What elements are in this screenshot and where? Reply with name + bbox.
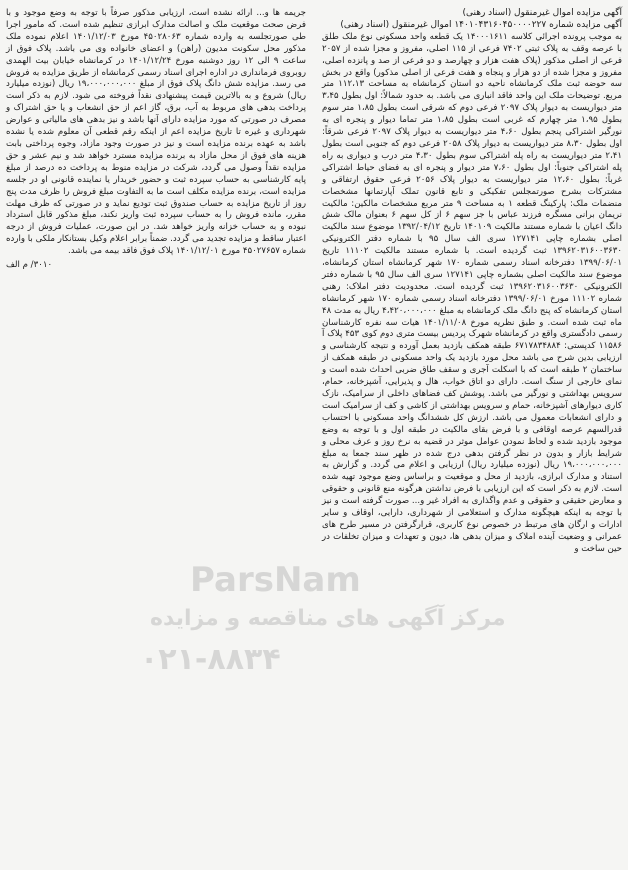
notice-subtitle: آگهی مزایده شماره ۱۴۰۱۰۴۳۱۶۰۴۵۰۰۰۰۲۲۷ اموال غیرمنقول (اسناد رهنی) <box>340 19 622 30</box>
notice-left-column <box>6 8 306 272</box>
watermark-phone: ۰۲۱-۸۸۳۴ <box>140 642 281 677</box>
watermark-brand: ParsNam <box>190 560 361 600</box>
watermark-logo <box>120 560 506 700</box>
notice-right-column <box>322 8 622 556</box>
watermark-subtitle: مرکز آگهی های مناقصه و مزایده <box>150 606 506 631</box>
notice-title: آگهی مزایده اموال غیرمنقول (اسناد رهنی) <box>462 8 622 18</box>
notice-body-right: به موجب پرونده اجرائی کلاسه ۱۴۰۰۰۱۶۱۱ یک قطعه واحد مسکونی نوع ملک طلق با عرصه وقف به پلاک ثبتی ۷۴۰۲ فرعی از ۱۱۵ اصلی، مفروز و مجزا شده از ۲۰۵۷ فرعی از اصلی مذکور (پلاک هفت هزار و چهارصد و دو فرعی از صد و پانزده اصلی، مفروز و مجزا شده از دو هزار و پنجاه و هفت فرعی از اصلی مذکور) واقع در بخش سه حوضه ثبت ملک کرمانشاه ناحیه دو استان کرمانشاه به مساحت ۱۱۲،۱۳ متر مربع. توضیحات ملک این واحد فاقد انباری می باشد. به حدود شمالاً: اول بطول ۳،۴۵ متر دیواریست به دیوار پلاک ۲۰۹۷ فرعی دوم که شرقی است بطول ۱،۸۵ متر سوم بطول ۱،۹۵ متر چهارم که غربی است بطول ۱،۸۵ متر تماما دیوار و پنجره ای به نورگیر اشتراکی پنجم بطول ۴،۶۰ متر دیواریست به دیوار پلاک ۲۰۹۷ فرعی شرقاً: اول بطول ۸،۳۰ متر دیواریست به دیوار پلاک ۲۰۵۸ فرعی دوم که جنوبی است بطول ۲،۴۱ متر دیواریست به راه پله اشتراکی سوم بطول ۴،۳۰ متر درب و دیواری به راه پله اشتراکی جنوباً: اول بطول ۷،۶۰ متر دیوار و پنجره ای به فضای حیاط اشتراکی غرباً: بطول ۱۲،۶۰ متر دیواریست به دیوار پلاک ۲۰۵۶ فرعی حقوق ارتفاقی و مشترکات بشرح صورتمجلس تفکیکی و تابع قانون تملک آپارتمانها مشخصات منضمات ملک: پارکینگ قطعه ۱ به مساحت ۹ متر مربع مشخصات مالکین: مالکیت نریمان برانی مسگره فرزند عباس با جز سهم ۶ از کل سهم ۶ بعنوان مالک شش دانگ اعیان با شماره مستند مالکیت ۱۴۰۱۰۹ تاریخ ۱۳۹۲/۰۴/۱۲ موضوع سند مالکیت اصلی بشماره چاپی ۱۲۷۱۴۱ سری الف سال ۹۵ با شماره دفتر الکترونیکی ۱۳۹۶۲۰۳۱۶۰۰۳۶۳۰ ثبت گردیده است. با شماره مستند مالکیت ۱۱۱۰۲ تاریخ ۱۳۹۹/۰۶/۰۱ دفترخانه اسناد رسمی شماره ۱۷۰ شهر کرمانشاه استان کرمانشاه، موضوع سند مالکیت اصلی بشماره چاپی ۱۲۷۱۴۱ سری الف سال ۹۵ با شماره دفتر الکترونیکی ۱۳۹۶۲۰۳۱۶۰۰۳۶۳۰ ثبت گردیده است. محدودیت دفتر املاک: رهنی شماره ۱۱۱۰۲ مورخ ۱۳۹۹/۰۶/۰۱ دفترخانه اسناد رسمی شماره ۱۷۰ شهر کرمانشاه استان کرمانشاه که پنج دانگ ملک کرمانشاه به مبلغ ۴،۴۲۰،۰۰۰،۰۰۰ ریال به مدت ۴۸ ماه ثبت شده است. و طبق نظریه مورخ ۱۴۰۱/۱۱/۰۸ هیات سه نفره کارشناسان رسمی دادگستری واقع در کرمانشاه شهرک پردیس بیست متری دوم کوی ۴۵۳ پلاک آ ۱۱۵۸۶ کدپستی: ۶۷۱۷۸۳۴۸۸۴ طبقه همکف بازدید بعمل آورده و نتیجه کارشناسی و ارزیابی بدین شرح می باشد محل مورد بازدید یک واحد مسکونی در طبقه همکف از ساختمان ۲ طبقه است که با اسکلت آجری و سقف طاق ضربی احداث شده است و نمای خارجی از سنگ است. دارای دو اتاق خواب، هال و پذیرایی، آشپزخانه، حمام، سرویس بهداشتی و نورگیر می باشد. پوشش کف فضاهای داخلی از سرامیک، نازک کاری دیوارهای آشپزخانه، حمام و سرویس بهداشتی از کاشی و کف از سرامیک است و دارای انشعابات معمول می باشد. ارزش کل ششدانگ واحد مسکونی با احتساب قدرالسهم عرصه اوقافی و با فرض بقای مالکیت در طبقه اول و با توجه به وضع موجود بازدید شده و لحاظ نمودن عوامل موثر در قضیه به نرخ روز و عرف محلی و شرایط بازار و بدون در نظر گرفتن بدهی درج شده در ظهر سند جمعا به مبلغ ۱۹،۰۰۰،۰۰۰،۰۰۰ ریال (نوزده میلیارد ریال) ارزیابی و اعلام می گردد. و گزارش به استناد و مدارک ابرازی، بازدید از محل و موقعیت و براساس وضع موجود تهیه شده است. لازم به ذکر است که این ارزیابی با فرض نداشتن هرگونه منع قانونی و حقوقی و معارض حقیقی و حقوقی و عدم واگذاری به افراد غیر و... صورت گرفته است و نیز با توجه به اینکه هیچگونه مدارک و استعلامی از شهرداری، دارایی، اوقاف و سایر ادارات و ارگان های مرتبط در خصوص نوع کاربری، قرارگرفتن در مسیر طرح های عمرانی و وضعیت آینده املاک و میزان بدهی ها، دیون و تعهدات و میزان تخلفات در حین ساخت و <box>322 31 623 554</box>
notice-reference-code: ۳۰۱۰/ م الف <box>6 260 53 271</box>
notice-body-left: جریمه ها و... ارائه نشده است، ارزیابی مذکور صرفاً با توجه به وضع موجود و با فرض صحت موقعیت ملک و اصالت مدارک ابرازی تنظیم شده است. که مامور اجرا طی صورتجلسه به وارده شماره ۴۵۰۲۸۰۶۳ مورخ ۱۴۰۱/۱۲/۰۳ اعلام نموده ملک مذکور محل سکونت مدیون (راهن) و اعضای خانواده وی می باشد. پلاک فوق از ساعت ۹ الی ۱۲ روز دوشنبه مورخ ۱۴۰۱/۱۲/۲۴ در کرمانشاه خیابان بیت الهمدی روبروی فرمانداری در اداره اجرای اسناد رسمی کرمانشاه از طریق مزایده به فروش می رسد. مزایده شش دانگ پلاک فوق از مبلغ ۱۹،۰۰۰،۰۰۰،۰۰۰ ریال (نوزده میلیارد ریال) شروع و به بالاترین قیمت پیشنهادی نقداً فروخته می شود. لازم به ذکر است پرداخت بدهی های مربوط به آب، برق، گاز اعم از حق انشعاب و یا حق اشتراک و مصرف در صورتی که مورد مزایده دارای آنها باشد و نیز بدهی های مالیاتی و عوارض شهرداری و غیره تا تاریخ مزایده اعم از اینکه رقم قطعی آن معلوم شده یا نشده باشد به عهده برنده مزایده است و نیز در صورت وجود مازاد، وجوه پرداختی بابت هزینه های فوق از محل مازاد به برنده مزایده مسترد خواهد شد و نیم عشر و حق مزایده نقداً وصول می گردد، شرکت در مزایده منوط به پرداخت ده درصد از مبلغ پایه کارشناسی به حساب سپرده ثبت و حضور خریدار یا نماینده قانونی او در جلسه مزایده است، برنده مزایده مکلف است ما به التفاوت مبلغ فروش را ظرف مدت پنج روز از تاریخ مزایده به حساب صندوق ثبت تودیع نماید و در صورتی که ظرف مهلت مقرر، مانده فروش را به حساب سپرده ثبت واریز نکند، مبلغ مذکور قابل استرداد نبوده و به حساب خزانه واریز خواهد شد. در این صورت، عملیات فروش از درجه اعتبار ساقط و مزایده تجدید می گردد. ضمناً برابر اعلام وکیل بستانکار ملکی با وارده شماره ۴۵۰۲۷۶۵۷ مورخ ۱۴۰۱/۱۲/۰۱ پلاک فوق فاقد بیمه می باشد. <box>6 8 306 257</box>
